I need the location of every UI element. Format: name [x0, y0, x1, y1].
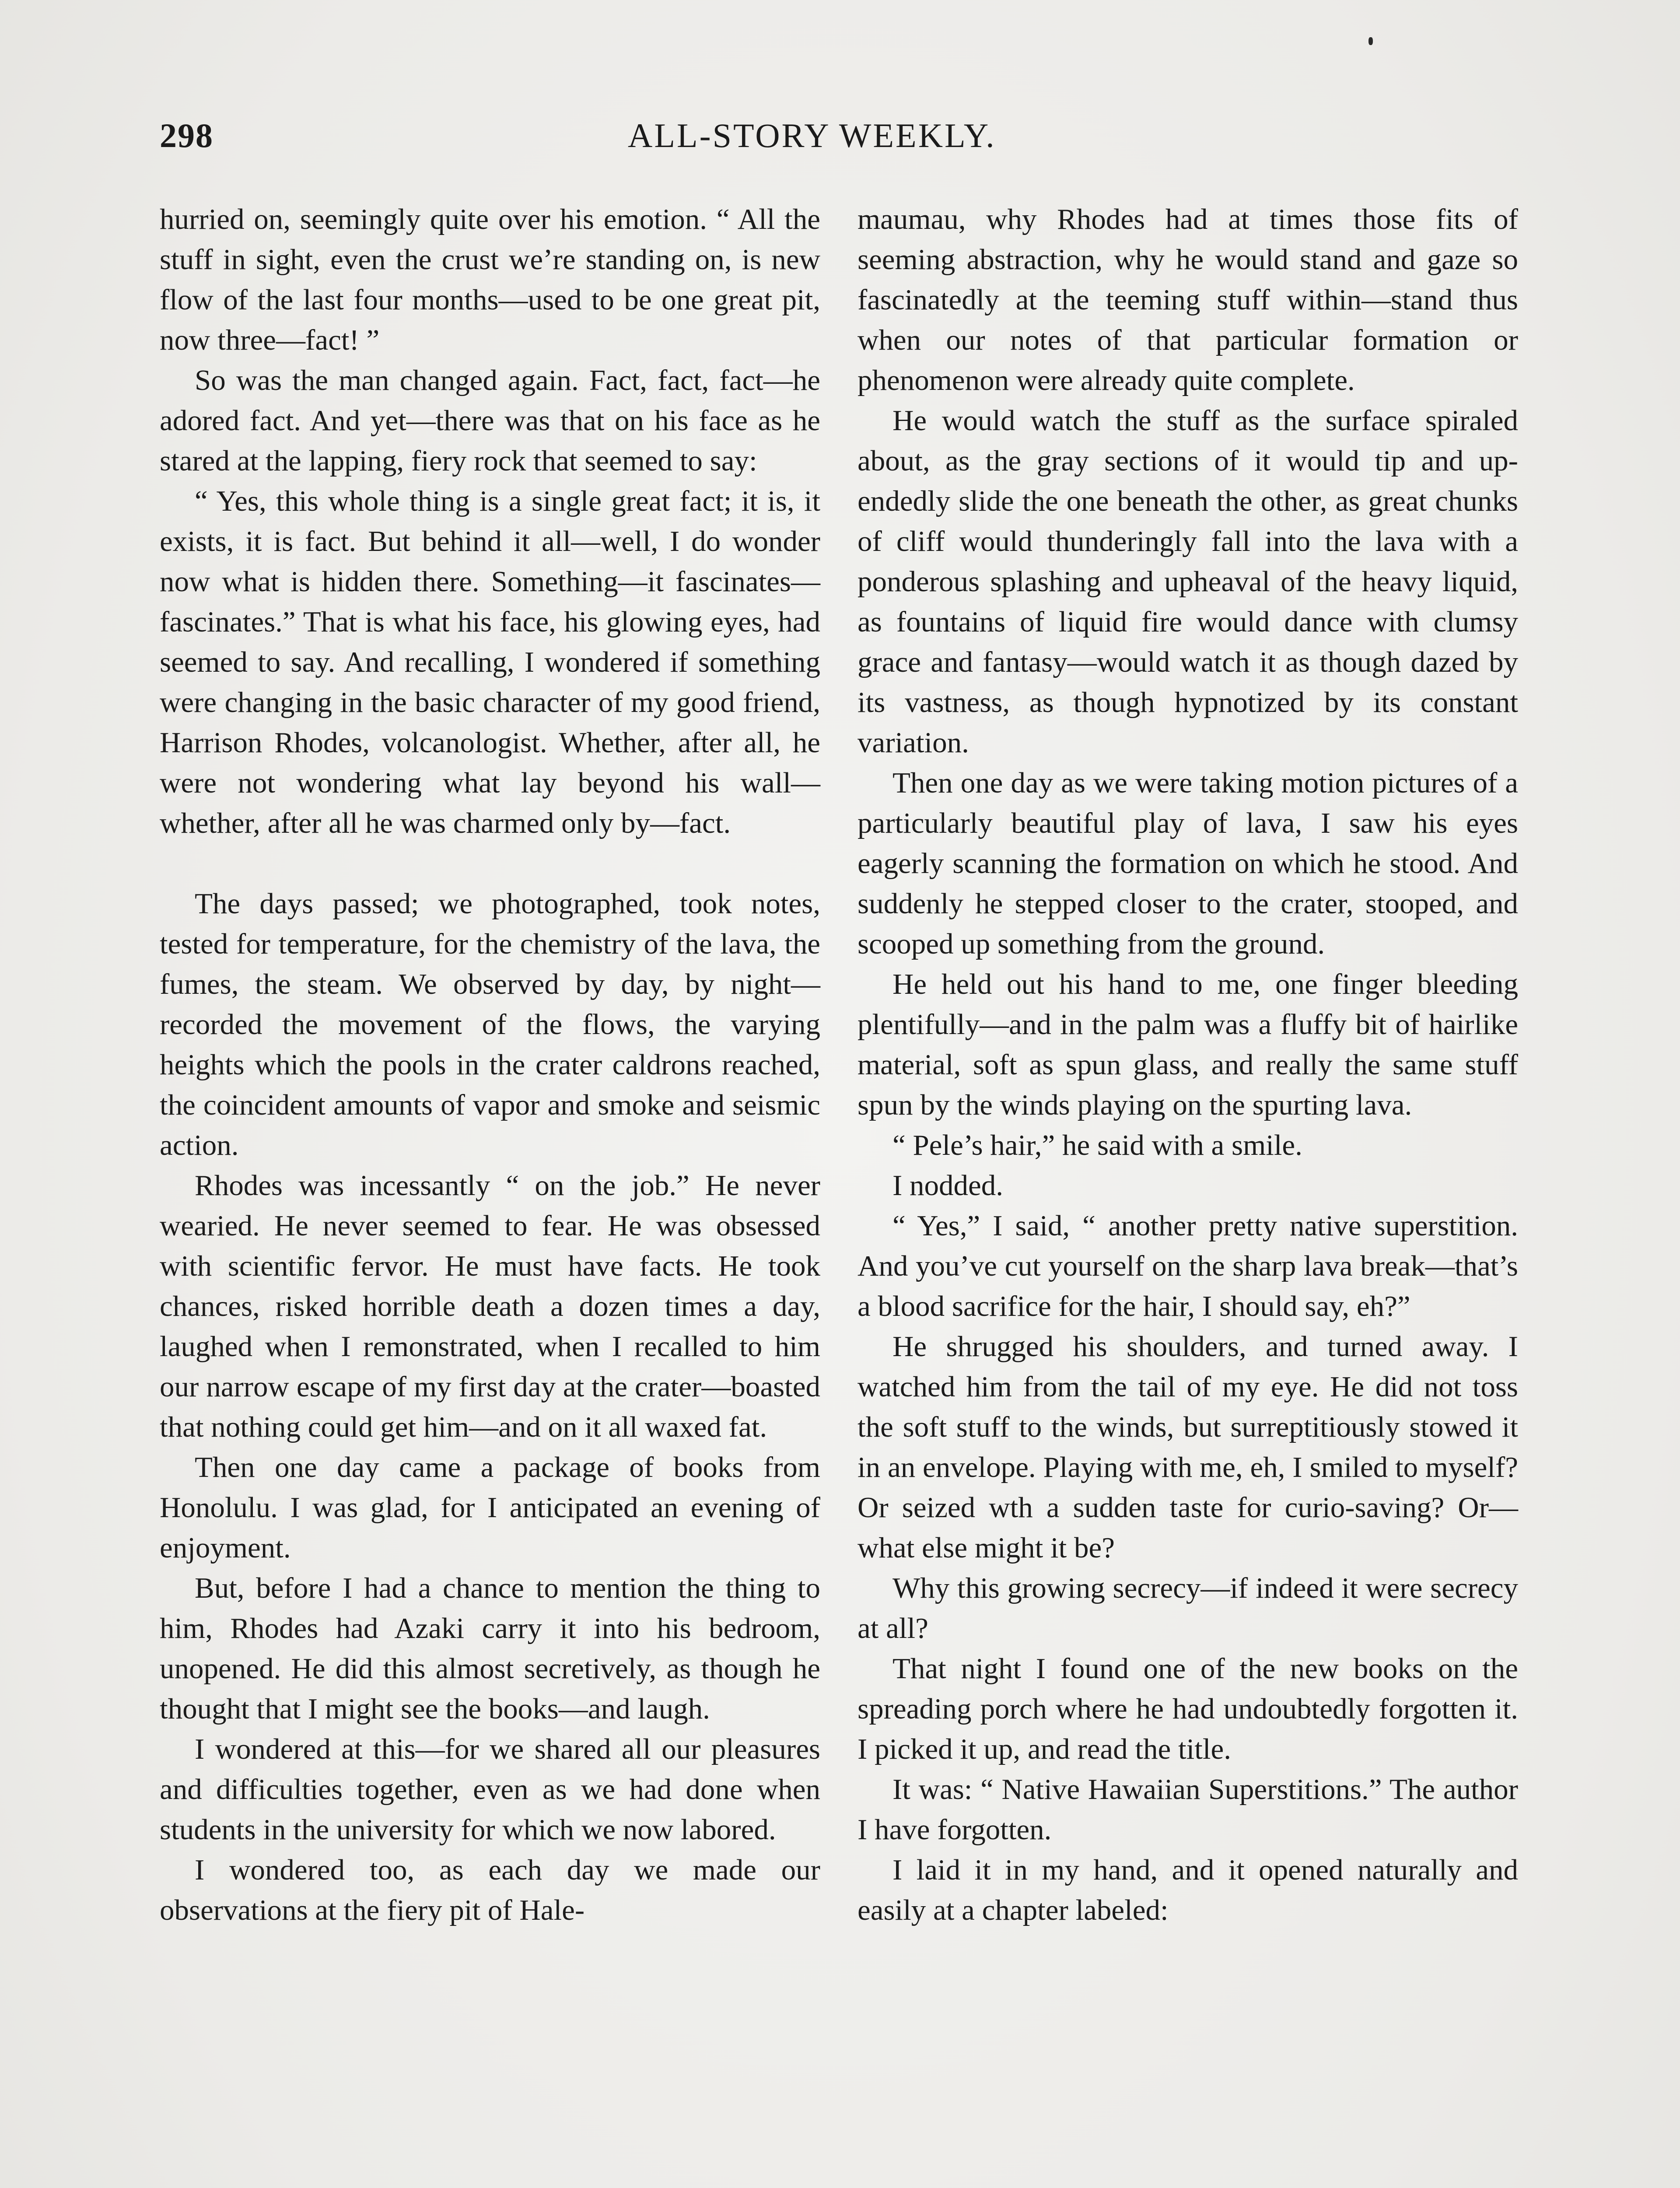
- paragraph: “ Yes,” I said, “ another pretty native superstition. And you’ve cut yourself on the sharp lava break—that’s a blood sacrifice for the hair, I should say, eh?”: [858, 1210, 1518, 1322]
- left-column: [160, 199, 820, 1930]
- paragraph: I laid it in my hand, and it opened naturally and easily at a chapter labeled:: [858, 1854, 1518, 1926]
- paragraph: maumau, why Rhodes had at times those fits of seeming abstraction, why he would stand and gaze so fascinatedly at the teeming stuff within—stand thus when our notes of that particular formation or phenomenon were already quite complete.: [858, 203, 1518, 396]
- paragraph: He would watch the stuff as the surface spiraled about, as the gray sections of it would tip and up-endedly slide the one beneath the other, as great chunks of cliff would thunderingly fall into the lava with a ponderous splashing and upheaval of the heavy liquid, as fountains of liquid fire would dance with clumsy grace and fantasy—would watch it as though dazed by its vastness, as though hypnotized by its constant variation.: [858, 404, 1518, 759]
- paragraph: He shrugged his shoulders, and turned away. I watched him from the tail of my eye. He did not toss the soft stuff to the winds, but surreptitiously stowed it in an envelope. Playing with me, eh, I smiled to myself? Or seized wth a sudden taste for curio-saving? Or—what else might it be?: [858, 1330, 1518, 1564]
- paragraph: Then one day as we were taking motion pictures of a particularly beautiful play of lava, I saw his eyes eagerly scanning the formation on which he stood. And suddenly he stepped closer to the crater, stooped, and scooped up something from the ground.: [858, 767, 1518, 960]
- paragraph: Then one day came a package of books from Honolulu. I was glad, for I anticipated an evening of enjoyment.: [160, 1451, 820, 1564]
- page-number: 298: [160, 116, 214, 154]
- paragraph: I wondered at this—for we shared all our pleasures and difficulties together, even as we had done when students in the university for which we now labored.: [160, 1733, 820, 1846]
- running-title: ALL-STORY WEEKLY.: [628, 116, 996, 154]
- paragraph: I nodded.: [892, 1169, 1004, 1202]
- page-header: [160, 116, 1525, 164]
- paragraph: “ Yes, this whole thing is a single great fact; it is, it exists, it is fact. But behind it all—well, I do wonder now what is hidden there. Something—it fascinates—fascinates.” That is what his face, his glowing eyes, had seemed to say. And recalling, I wondered if something were changing in the basic character of my good friend, Harrison Rhodes, volcanologist. Whether, after all, he were not wondering what lay beyond his wall—whether, after all he was charmed only by—fact.: [160, 485, 820, 839]
- paragraph: Why this growing secrecy—if indeed it were secrecy at all?: [858, 1572, 1518, 1645]
- paragraph: So was the man changed again. Fact, fact, fact—he adored fact. And yet—there was that on his face as he stared at the lapping, fiery rock that seemed to say:: [160, 364, 820, 477]
- ink-speck: [1368, 37, 1373, 45]
- paragraph: That night I found one of the new books on the spreading porch where he had undoubtedly forgotten it. I picked it up, and read the title.: [858, 1652, 1518, 1765]
- paragraph: It was: “ Native Hawaiian Superstitions.” The author I have forgotten.: [858, 1773, 1518, 1846]
- paragraph: He held out his hand to me, one finger bleeding plentifully—and in the palm was a fluffy bit of hairlike material, soft as spun glass, and really the same stuff spun by the winds playing on the spurting lava.: [858, 968, 1518, 1121]
- paragraph: “ Pele’s hair,” he said with a smile.: [892, 1129, 1302, 1161]
- right-column: [858, 199, 1518, 1930]
- paragraph: hurried on, seemingly quite over his emotion. “ All the stuff in sight, even the crust we’re standing on, is new flow of the last four months—used to be one great pit, now three—fact! ”: [160, 203, 820, 356]
- paragraph: I wondered too, as each day we made our observations at the fiery pit of Hale-: [160, 1854, 820, 1926]
- paragraph: Rhodes was incessantly “ on the job.” He never wearied. He never seemed to fear. He was obsessed with scientific fervor. He must have facts. He took chances, risked horrible death a dozen times a day, laughed when I remonstrated, when I recalled to him our narrow escape of my first day at the crater—boasted that nothing could get him—and on it all waxed fat.: [160, 1169, 820, 1443]
- paragraph: The days passed; we photographed, took notes, tested for temperature, for the chemistry of the lava, the fumes, the steam. We observed by day, by night—recorded the movement of the flows, the varying heights which the pools in the crater caldrons reached, the coincident amounts of vapor and smoke and seismic action.: [160, 887, 820, 1161]
- paragraph: But, before I had a chance to mention the thing to him, Rhodes had Azaki carry it into his bedroom, unopened. He did this almost secretively, as though he thought that I might see the books—and laugh.: [160, 1572, 820, 1725]
